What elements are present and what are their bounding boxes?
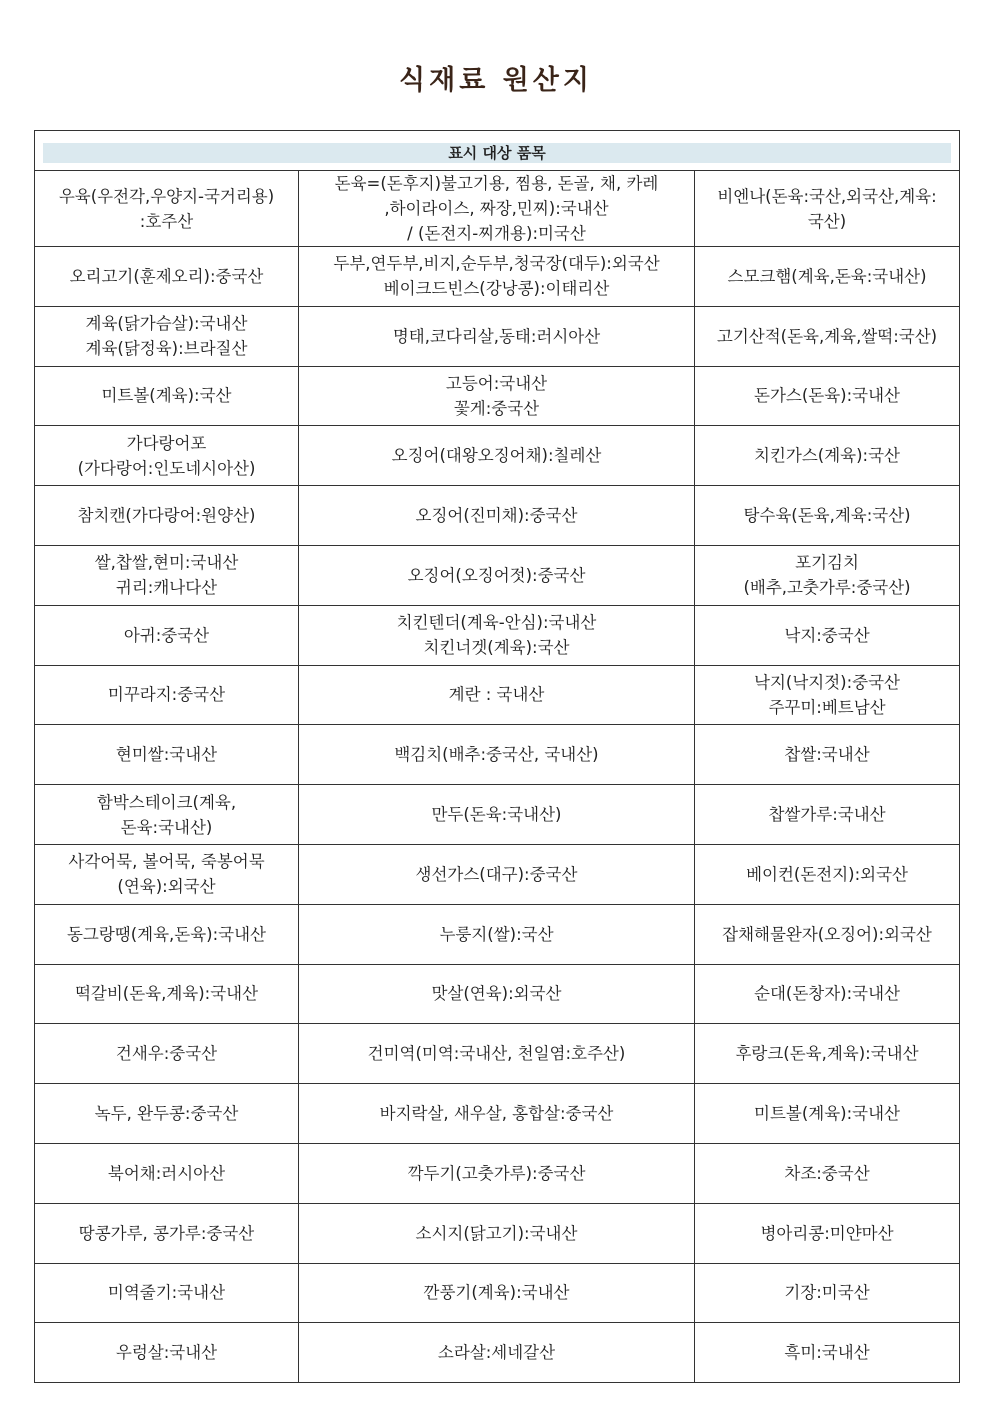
cell-text: 치킨텐더(계육-안심):국내산 xyxy=(396,613,597,633)
table-cell xyxy=(695,247,960,307)
cell-text: 함박스테이크(계육, xyxy=(96,792,237,812)
cell-text: 병아리콩:미얀마산 xyxy=(760,1223,894,1243)
table-cell xyxy=(299,366,695,426)
cell-text: 돈가스(돈육):국내산 xyxy=(754,386,900,406)
cell-text: (연육):외국산 xyxy=(117,877,216,897)
cell-text: 소시지(닭고기):국내산 xyxy=(415,1223,578,1243)
table-row xyxy=(35,844,960,904)
cell-text: 누룽지(쌀):국산 xyxy=(439,924,554,944)
cell-text: 치킨너겟(계육):국산 xyxy=(423,638,570,658)
table-row xyxy=(35,1143,960,1203)
table-header-label: 표시 대상 품목 xyxy=(43,143,951,163)
cell-text: 주꾸미:베트남산 xyxy=(768,697,886,717)
cell-text: 만두(돈육:국내산) xyxy=(431,805,562,825)
cell-text: 후랑크(돈육,계육):국내산 xyxy=(735,1044,919,1064)
cell-text: 백김치(배추:중국산, 국내산) xyxy=(394,745,599,765)
table-cell xyxy=(35,785,299,845)
cell-text: 맛살(연육):외국산 xyxy=(431,984,562,1004)
table-cell xyxy=(299,964,695,1024)
cell-text: 미트볼(계육):국산 xyxy=(101,386,232,406)
table-cell xyxy=(695,605,960,665)
table-cell xyxy=(695,1024,960,1084)
table-cell xyxy=(695,486,960,546)
cell-text: 참치캔(가다랑어:원양산) xyxy=(77,506,256,526)
table-cell xyxy=(299,1263,695,1323)
table-header-row xyxy=(35,131,960,171)
table-cell xyxy=(299,904,695,964)
table-row xyxy=(35,785,960,845)
cell-text: 오징어(오징어젓):중국산 xyxy=(407,565,586,585)
table-cell xyxy=(695,171,960,247)
cell-text: 찹쌀가루:국내산 xyxy=(768,805,886,825)
table-cell xyxy=(299,247,695,307)
table-cell xyxy=(299,545,695,605)
cell-text: 기장:미국산 xyxy=(784,1283,870,1303)
cell-text: 쌀,찹쌀,현미:국내산 xyxy=(94,553,239,573)
table-row xyxy=(35,247,960,307)
cell-text: 스모크햄(계육,돈육:국내산) xyxy=(727,266,927,286)
table-cell xyxy=(695,366,960,426)
cell-text: 떡갈비(돈육,계육):국내산 xyxy=(74,984,259,1004)
table-cell xyxy=(695,1084,960,1144)
table-row xyxy=(35,486,960,546)
cell-text: 꽃게:중국산 xyxy=(453,398,540,418)
cell-text: 미역줄기:국내산 xyxy=(107,1283,226,1303)
cell-text: 사각어묵, 볼어묵, 죽봉어묵 xyxy=(68,852,265,872)
table-row xyxy=(35,171,960,247)
cell-text: 건미역(미역:국내산, 천일염:호주산) xyxy=(367,1044,626,1064)
table-cell xyxy=(35,605,299,665)
table-row xyxy=(35,725,960,785)
cell-text: 국산) xyxy=(807,211,847,231)
table-cell xyxy=(35,1084,299,1144)
table-cell xyxy=(695,964,960,1024)
table-row xyxy=(35,426,960,486)
table-cell xyxy=(35,1024,299,1084)
table-cell xyxy=(695,545,960,605)
table-cell xyxy=(35,1143,299,1203)
table-cell xyxy=(299,1323,695,1383)
table-cell xyxy=(35,486,299,546)
origin-table xyxy=(34,130,960,1383)
cell-text: 계란 : 국내산 xyxy=(448,685,545,705)
table-cell xyxy=(695,665,960,725)
table-cell xyxy=(35,665,299,725)
cell-text: 귀리:캐나다산 xyxy=(115,578,218,598)
table-cell xyxy=(35,964,299,1024)
table-row xyxy=(35,366,960,426)
cell-text: 계육(닭가슴살):국내산 xyxy=(85,314,248,334)
table-cell xyxy=(35,171,299,247)
cell-text: 깍두기(고춧가루):중국산 xyxy=(407,1163,586,1183)
table-row xyxy=(35,1084,960,1144)
table-row xyxy=(35,1263,960,1323)
table-row xyxy=(35,605,960,665)
table-cell xyxy=(299,725,695,785)
table-cell xyxy=(299,1084,695,1144)
cell-text: 북어채:러시아산 xyxy=(107,1163,226,1183)
cell-text: 명태,코다리살,동태:러시아산 xyxy=(392,326,601,346)
cell-text: 탕수육(돈육,계육:국산) xyxy=(743,506,911,526)
cell-text: 계육(닭정육):브라질산 xyxy=(85,339,248,359)
cell-text: 치킨가스(계육):국산 xyxy=(754,446,900,466)
table-cell xyxy=(299,844,695,904)
table-row xyxy=(35,904,960,964)
table-cell xyxy=(695,1263,960,1323)
cell-text: 포기김치 xyxy=(795,553,859,573)
table-cell xyxy=(695,1143,960,1203)
cell-text: 찹쌀:국내산 xyxy=(784,745,870,765)
cell-text: 차조:중국산 xyxy=(784,1163,870,1183)
table-cell xyxy=(299,486,695,546)
table-cell xyxy=(35,725,299,785)
table-cell xyxy=(299,1143,695,1203)
cell-text: 땅콩가루, 콩가루:중국산 xyxy=(78,1223,255,1243)
cell-text: 돈육:국내산) xyxy=(120,817,213,837)
table-row xyxy=(35,306,960,366)
table-cell xyxy=(695,306,960,366)
cell-text: 우렁살:국내산 xyxy=(115,1343,218,1363)
cell-text: 두부,연두부,비지,순두부,청국장(대두):외국산 xyxy=(333,254,660,274)
table-cell xyxy=(35,844,299,904)
table-cell xyxy=(695,785,960,845)
cell-text: ,하이라이스, 짜장,민찌):국내산 xyxy=(384,199,609,218)
table-cell xyxy=(299,1203,695,1263)
table-cell xyxy=(35,1263,299,1323)
cell-text: 소라살:세네갈산 xyxy=(437,1343,556,1363)
table-header-cell xyxy=(35,131,960,171)
table-cell xyxy=(695,426,960,486)
table-cell xyxy=(695,1203,960,1263)
cell-text: 오징어(진미채):중국산 xyxy=(415,506,578,526)
cell-text: 흑미:국내산 xyxy=(784,1343,870,1363)
cell-text: 오징어(대왕오징어채):칠레산 xyxy=(391,446,602,466)
cell-text: 돈육=(돈후지)불고기용, 찜용, 돈골, 채, 카레 xyxy=(334,174,659,193)
cell-text: 오리고기(훈제오리):중국산 xyxy=(69,266,264,286)
table-cell xyxy=(695,1323,960,1383)
table-cell xyxy=(35,904,299,964)
table-row xyxy=(35,964,960,1024)
page-title: 식재료 원산지 xyxy=(399,65,593,96)
cell-text: 베이컨(돈전지):외국산 xyxy=(746,864,908,884)
table-cell xyxy=(299,306,695,366)
table-cell xyxy=(299,171,695,247)
cell-text: 가다랑어포 xyxy=(126,433,207,453)
cell-text: 바지락살, 새우살, 홍합살:중국산 xyxy=(379,1104,614,1124)
cell-text: 고기산적(돈육,계육,쌀떡:국산) xyxy=(716,326,938,346)
cell-text: 낙지:중국산 xyxy=(784,625,870,645)
cell-text: 고등어:국내산 xyxy=(445,373,548,393)
table-row xyxy=(35,1203,960,1263)
table-cell xyxy=(299,665,695,725)
table-cell xyxy=(299,605,695,665)
cell-text: 건새우:중국산 xyxy=(115,1044,218,1064)
cell-text: 현미쌀:국내산 xyxy=(115,745,218,765)
table-cell xyxy=(35,366,299,426)
table-cell xyxy=(695,725,960,785)
cell-text: 베이크드빈스(강낭콩):이태리산 xyxy=(383,279,610,299)
cell-text: (가다랑어:인도네시아산) xyxy=(77,458,256,478)
table-row xyxy=(35,545,960,605)
cell-text: 미꾸라지:중국산 xyxy=(107,685,226,705)
cell-text: 비엔나(돈육:국산,외국산,계육: xyxy=(717,186,937,206)
table-cell xyxy=(35,426,299,486)
cell-text: 순대(돈창자):국내산 xyxy=(754,984,900,1004)
table-cell xyxy=(35,545,299,605)
cell-text: 미트볼(계육):국내산 xyxy=(754,1104,900,1124)
cell-text: 낙지(낙지젓):중국산 xyxy=(754,672,900,692)
table-cell xyxy=(35,306,299,366)
table-row xyxy=(35,1024,960,1084)
table-cell xyxy=(695,844,960,904)
table-row xyxy=(35,665,960,725)
table-cell xyxy=(299,1024,695,1084)
table-cell xyxy=(35,1203,299,1263)
cell-text: 녹두, 완두콩:중국산 xyxy=(94,1104,239,1124)
cell-text: 생선가스(대구):중국산 xyxy=(415,864,578,884)
cell-text: 아귀:중국산 xyxy=(123,625,210,645)
cell-text: 동그랑땡(계육,돈육):국내산 xyxy=(66,924,266,944)
table-cell xyxy=(35,247,299,307)
table-cell xyxy=(695,904,960,964)
table-cell xyxy=(299,785,695,845)
table-cell xyxy=(35,1323,299,1383)
cell-text: 우육(우전각,우양지-국거리용) xyxy=(58,186,275,206)
cell-text: 깐풍기(계육):국내산 xyxy=(423,1283,570,1303)
cell-text: :호주산 xyxy=(139,211,194,231)
cell-text: / (돈전지-찌개용):미국산 xyxy=(407,224,586,243)
table-cell xyxy=(299,426,695,486)
cell-text: 잡채해물완자(오징어):외국산 xyxy=(722,924,932,944)
table-row xyxy=(35,1323,960,1383)
cell-text: (배추,고춧가루:중국산) xyxy=(743,578,911,598)
